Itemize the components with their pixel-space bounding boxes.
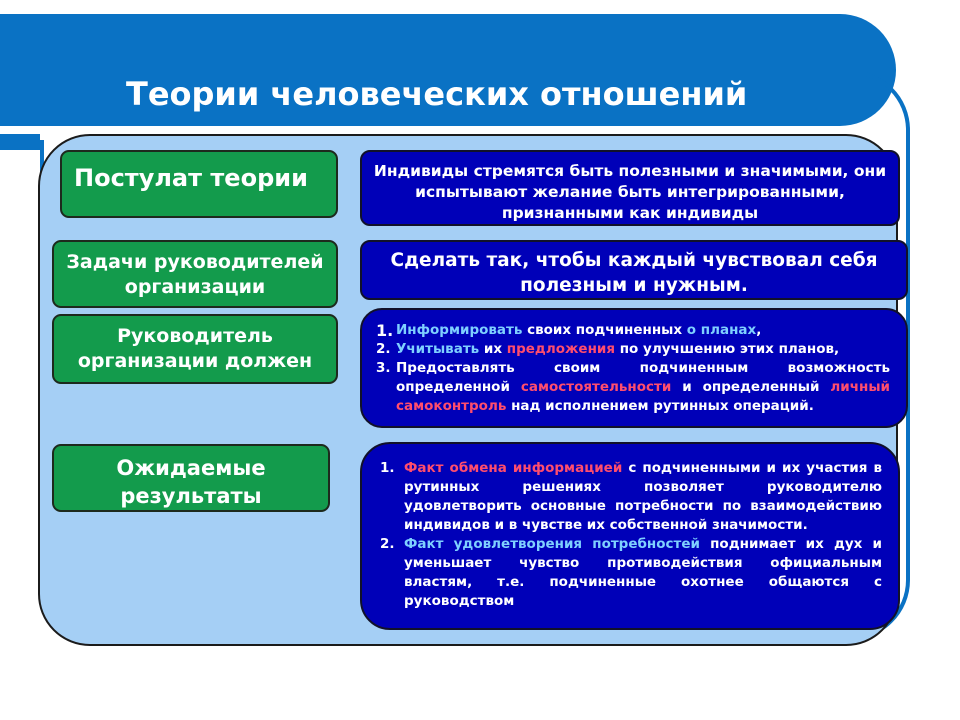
tasks-label: Задачи руководителей организации (52, 240, 338, 308)
slide-title: Теории человеческих отношений (126, 75, 748, 113)
results-label: Ожидаемые результаты (52, 444, 330, 512)
list-item-text: Информировать своих подчиненных о планах, (396, 322, 762, 338)
list-number: 1. (380, 460, 395, 476)
leader-item-3 (376, 359, 890, 416)
list-item-text: Факт обмена информацией с подчиненными и их участия в рутинных решениях позволяет руководителю удовлетворить основные потребности по взаимодействию индивидов и в чувстве их собственной значимости. (404, 460, 883, 533)
list-item-text: Учитывать их предложения по улучшению этих планов, (396, 341, 840, 357)
list-number: 3. (376, 360, 391, 376)
postulate-label: Постулат теории (60, 150, 338, 218)
results-item-1 (380, 459, 882, 535)
list-number: 2. (380, 536, 395, 552)
tasks-text-box: Сделать так, чтобы каждый чувствовал себя полезным и нужным. (360, 240, 908, 300)
list-number: 1. (376, 321, 394, 340)
leader-text-box (360, 308, 908, 428)
results-item-2 (380, 535, 882, 611)
header-divider (0, 126, 850, 134)
leader-item-1 (376, 321, 890, 340)
header-lower-band (0, 134, 40, 150)
leader-label: Руководитель организации должен (52, 314, 338, 384)
list-number: 2. (376, 341, 391, 357)
leader-item-2 (376, 340, 890, 359)
results-text-box (360, 442, 900, 630)
list-item-text: Предоставлять своим подчиненным возможность определенной самостоятельности и определенный личный самоконтроль над исполнением рутинных операций. (396, 360, 890, 414)
list-item-text: Факт удовлетворения потребностей поднимает их дух и уменьшает чувство противодействия официальным властям, т.е. подчиненные охотнее общаются с руководством (404, 536, 882, 609)
postulate-text-box: Индивиды стремятся быть полезными и значимыми, они испытывают желание быть интегрированными, признанными как индивиды (360, 150, 900, 226)
